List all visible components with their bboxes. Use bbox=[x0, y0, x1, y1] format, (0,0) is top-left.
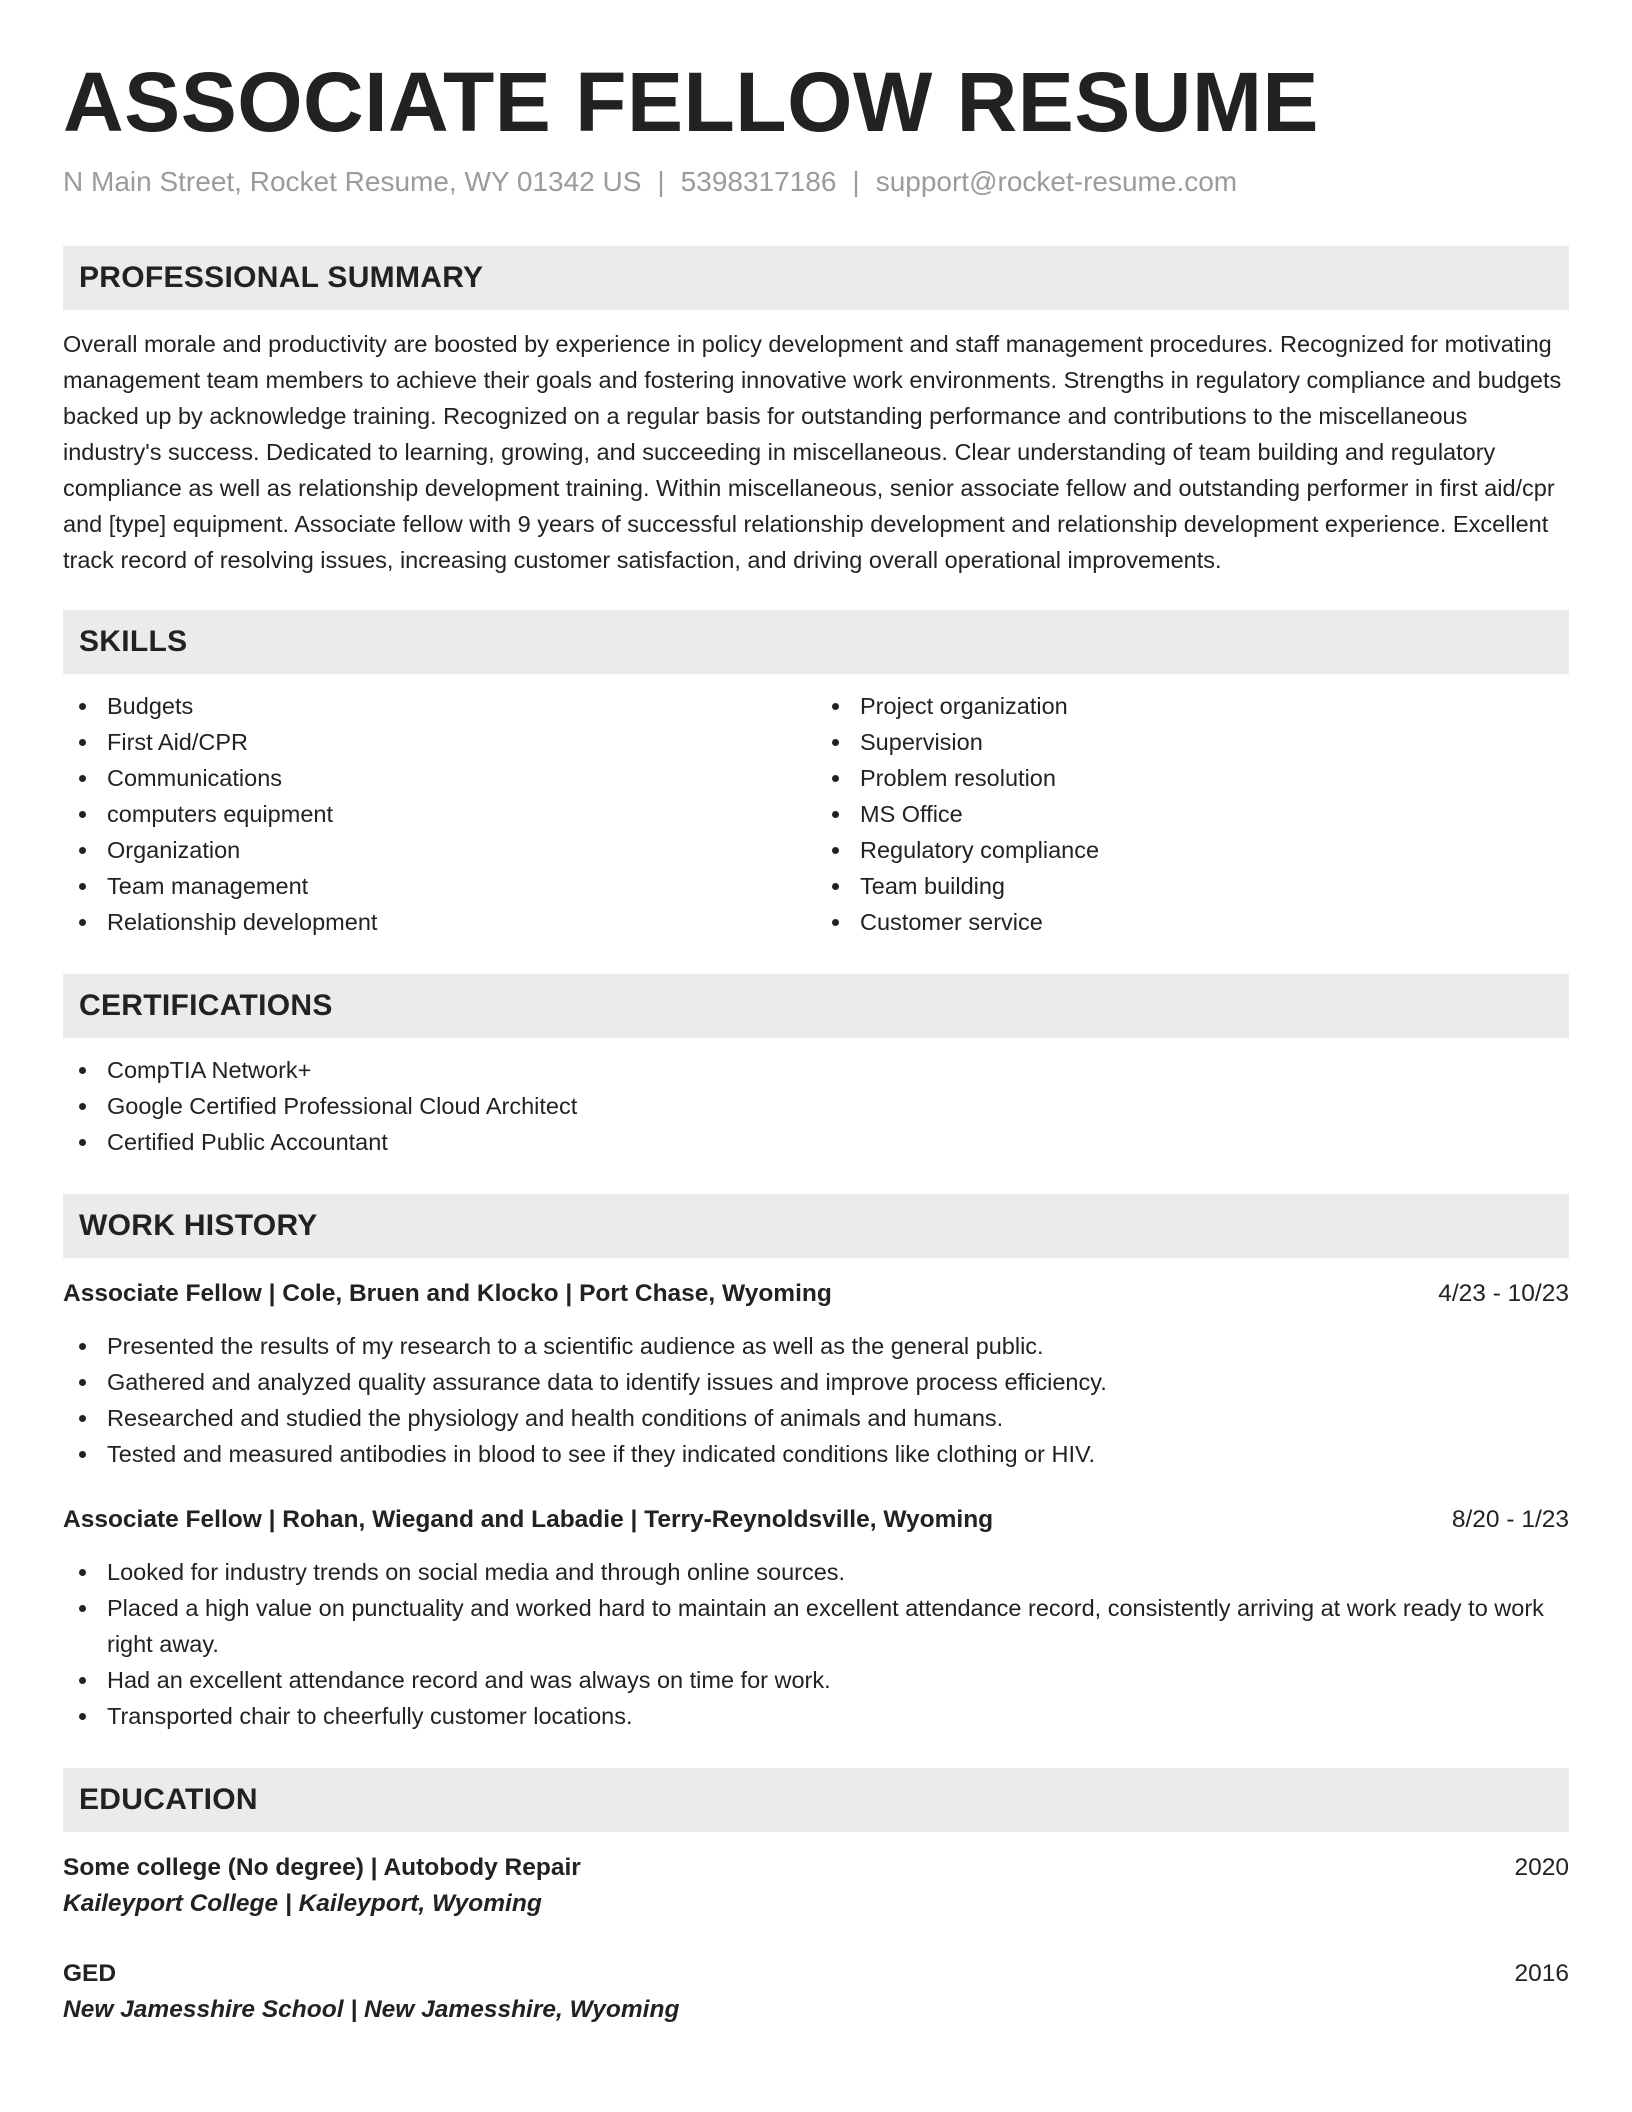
skill-item: Team building bbox=[816, 868, 1569, 904]
education-year: 2020 bbox=[1514, 1854, 1569, 1881]
resume-title: ASSOCIATE FELLOW RESUME bbox=[63, 55, 1319, 149]
skill-item: Regulatory compliance bbox=[816, 832, 1569, 868]
work-history-heading: WORK HISTORY bbox=[63, 1194, 1569, 1258]
certification-item: CompTIA Network+ bbox=[63, 1052, 1569, 1088]
contact-address: N Main Street, Rocket Resume, WY 01342 US bbox=[63, 166, 642, 197]
skill-item: Team management bbox=[63, 868, 816, 904]
job-entry bbox=[63, 1276, 1569, 1472]
certifications-list bbox=[63, 1052, 1569, 1160]
education-header bbox=[63, 1956, 1569, 1992]
job-entry bbox=[63, 1502, 1569, 1734]
job-header bbox=[63, 1276, 1569, 1312]
contact-phone: 5398317186 bbox=[680, 166, 837, 197]
education-year: 2016 bbox=[1514, 1960, 1569, 1987]
job-dates: 4/23 - 10/23 bbox=[1438, 1280, 1569, 1307]
job-dates: 8/20 - 1/23 bbox=[1451, 1506, 1569, 1533]
education-entry bbox=[63, 1956, 1569, 2028]
skill-item: Customer service bbox=[816, 904, 1569, 940]
skills-heading: SKILLS bbox=[63, 610, 1569, 674]
skill-item: computers equipment bbox=[63, 796, 816, 832]
education-entry bbox=[63, 1850, 1569, 1922]
certification-item: Certified Public Accountant bbox=[63, 1124, 1569, 1160]
skills-column-right bbox=[816, 688, 1569, 940]
skills-column-left bbox=[63, 688, 816, 940]
job-bullet: Gathered and analyzed quality assurance data to identify issues and improve process efficiency. bbox=[63, 1364, 1569, 1400]
skill-item: Supervision bbox=[816, 724, 1569, 760]
education-degree: Some college (No degree) | Autobody Repair bbox=[63, 1854, 581, 1881]
education-degree: GED bbox=[63, 1960, 117, 1987]
contact-line bbox=[63, 162, 1569, 202]
job-bullet: Looked for industry trends on social media and through online sources. bbox=[63, 1554, 1569, 1590]
contact-separator: | bbox=[852, 166, 860, 197]
summary-text: Overall morale and productivity are boosted by experience in policy development and staff management procedures. Recognized for motivating management team members to achieve their goals and fostering innovative work environments. Strengths in regulatory compliance and budgets backed up by acknowledge training. Recognized on a regular basis for outstanding performance and contributions to the miscellaneous industry's success. Dedicated to learning, growing, and succeeding in miscellaneous. Clear understanding of team building and regulatory compliance as well as relationship development training. Within miscellaneous, senior associate fellow and outstanding performer in first aid/cpr and [type] equipment. Associate fellow with 9 years of successful relationship development and relationship development experience. Excellent track record of resolving issues, increasing customer satisfaction, and driving overall operational improvements. bbox=[63, 331, 1562, 573]
job-title: Associate Fellow | Rohan, Wiegand and Labadie | Terry-Reynoldsville, Wyoming bbox=[63, 1506, 994, 1533]
education-heading: EDUCATION bbox=[63, 1768, 1569, 1832]
education-school: New Jamesshire School | New Jamesshire, Wyoming bbox=[63, 1996, 680, 2023]
skill-item: Communications bbox=[63, 760, 816, 796]
job-bullet: Researched and studied the physiology and health conditions of animals and humans. bbox=[63, 1400, 1569, 1436]
skill-item: MS Office bbox=[816, 796, 1569, 832]
job-bullet: Transported chair to cheerfully customer locations. bbox=[63, 1698, 1569, 1734]
education-school: Kaileyport College | Kaileyport, Wyoming bbox=[63, 1890, 542, 1917]
contact-separator: | bbox=[657, 166, 665, 197]
certification-item: Google Certified Professional Cloud Architect bbox=[63, 1088, 1569, 1124]
contact-email: support@rocket-resume.com bbox=[875, 166, 1238, 197]
job-title: Associate Fellow | Cole, Bruen and Klocko | Port Chase, Wyoming bbox=[63, 1280, 832, 1307]
skill-item: Organization bbox=[63, 832, 816, 868]
summary-heading: PROFESSIONAL SUMMARY bbox=[63, 246, 1569, 310]
job-bullet: Presented the results of my research to a scientific audience as well as the general public. bbox=[63, 1328, 1569, 1364]
skill-item: Relationship development bbox=[63, 904, 816, 940]
skill-item: Budgets bbox=[63, 688, 816, 724]
skill-item: First Aid/CPR bbox=[63, 724, 816, 760]
job-bullet: Tested and measured antibodies in blood to see if they indicated conditions like clothing or HIV. bbox=[63, 1436, 1569, 1472]
job-bullet: Had an excellent attendance record and was always on time for work. bbox=[63, 1662, 1569, 1698]
job-bullets bbox=[63, 1328, 1569, 1472]
skills-grid bbox=[63, 688, 1569, 940]
skill-item: Project organization bbox=[816, 688, 1569, 724]
job-bullet: Placed a high value on punctuality and worked hard to maintain an excellent attendance record, consistently arriving at work ready to work right away. bbox=[63, 1590, 1569, 1662]
skill-item: Problem resolution bbox=[816, 760, 1569, 796]
education-header bbox=[63, 1850, 1569, 1886]
job-bullets bbox=[63, 1554, 1569, 1734]
job-header bbox=[63, 1502, 1569, 1538]
certifications-heading: CERTIFICATIONS bbox=[63, 974, 1569, 1038]
